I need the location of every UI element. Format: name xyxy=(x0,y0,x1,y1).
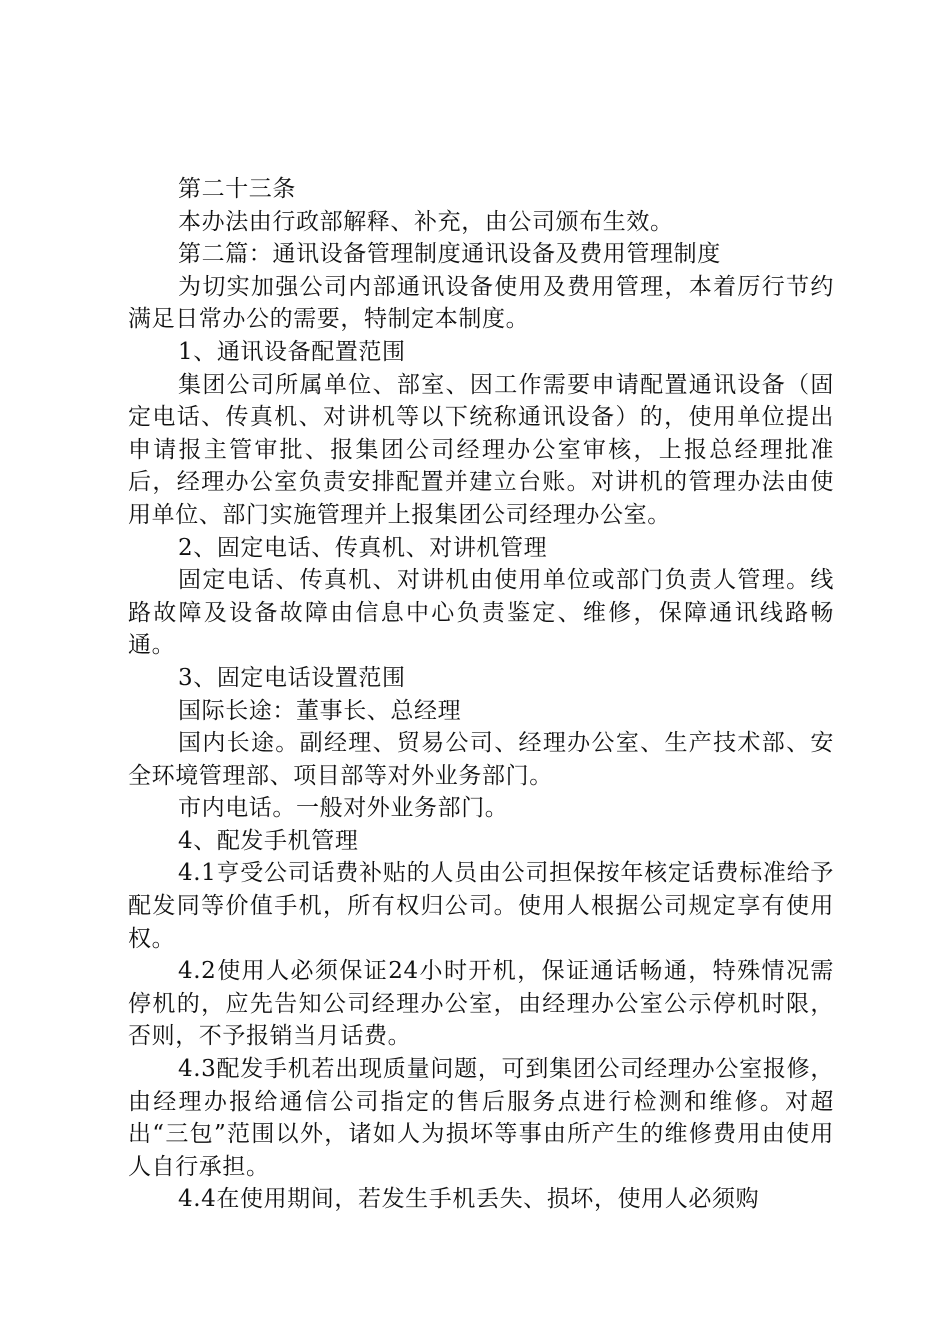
paragraph-domestic: 国内长途。副经理、贸易公司、经理办公室、生产技术部、安全环境管理部、项目部等对外业务部门。 xyxy=(128,730,834,789)
paragraph-4-2: 4.2使用人必须保证24小时开机，保证通话畅通，特殊情况需停机的，应先告知公司经理办公室，由经理办公室公示停机时限，否则，不予报销当月话费。 xyxy=(128,958,834,1050)
section-heading-4: 4、配发手机管理 xyxy=(178,827,359,854)
section-heading-1: 1、通讯设备配置范围 xyxy=(178,338,406,365)
paragraph-purpose: 为切实加强公司内部通讯设备使用及费用管理，本着厉行节约满足日常办公的需要，特制定本制度。 xyxy=(128,273,834,333)
section-heading-2: 2、固定电话、传真机、对讲机管理 xyxy=(178,534,548,561)
document-body xyxy=(128,173,834,1216)
paragraph-fixed-phone-mgmt: 固定电话、传真机、对讲机由使用单位或部门负责人管理。线路故障及设备故障由信息中心负责鉴定、维修，保障通讯线路畅通。 xyxy=(128,567,834,659)
section-heading-3: 3、固定电话设置范围 xyxy=(178,664,406,691)
paragraph-4-4: 4.4在使用期间，若发生手机丢失、损坏，使用人必须购 xyxy=(178,1186,760,1213)
paragraph-4-3: 4.3配发手机若出现质量问题，可到集团公司经理办公室报修，由经理办报给通信公司指定的售后服务点进行检测和维修。对超出“三包”范围以外，诸如人为损坏等事由所产生的维修费用由使用人自行承担。 xyxy=(128,1056,834,1180)
paragraph-config-scope: 集团公司所属单位、部室、因工作需要申请配置通讯设备（固定电话、传真机、对讲机等以下统称通讯设备）的，使用单位提出申请报主管审批、报集团公司经理办公室审核，上报总经理批准后，经理办公室负责安排配置并建立台账。对讲机的管理办法由使用单位、部门实施管理并上报集团公司经理办公室。 xyxy=(128,371,834,528)
paragraph-4-1: 4.1亨受公司话费补贴的人员由公司担保按年核定话费标准给予配发同等价值手机，所有权归公司。使用人根据公司规定享有使用权。 xyxy=(128,860,834,952)
paragraph-international: 国际长途：董事长、总经理 xyxy=(178,697,462,724)
paragraph-local: 市内电话。一般对外业务部门。 xyxy=(178,795,509,822)
paragraph-interpretation: 本办法由行政部解释、补充，由公司颁布生效。 xyxy=(178,208,674,235)
paragraph-article-23: 第二十三条 xyxy=(178,176,296,202)
paragraph-chapter-title: 第二篇：通讯设备管理制度通讯设备及费用管理制度 xyxy=(178,241,721,268)
